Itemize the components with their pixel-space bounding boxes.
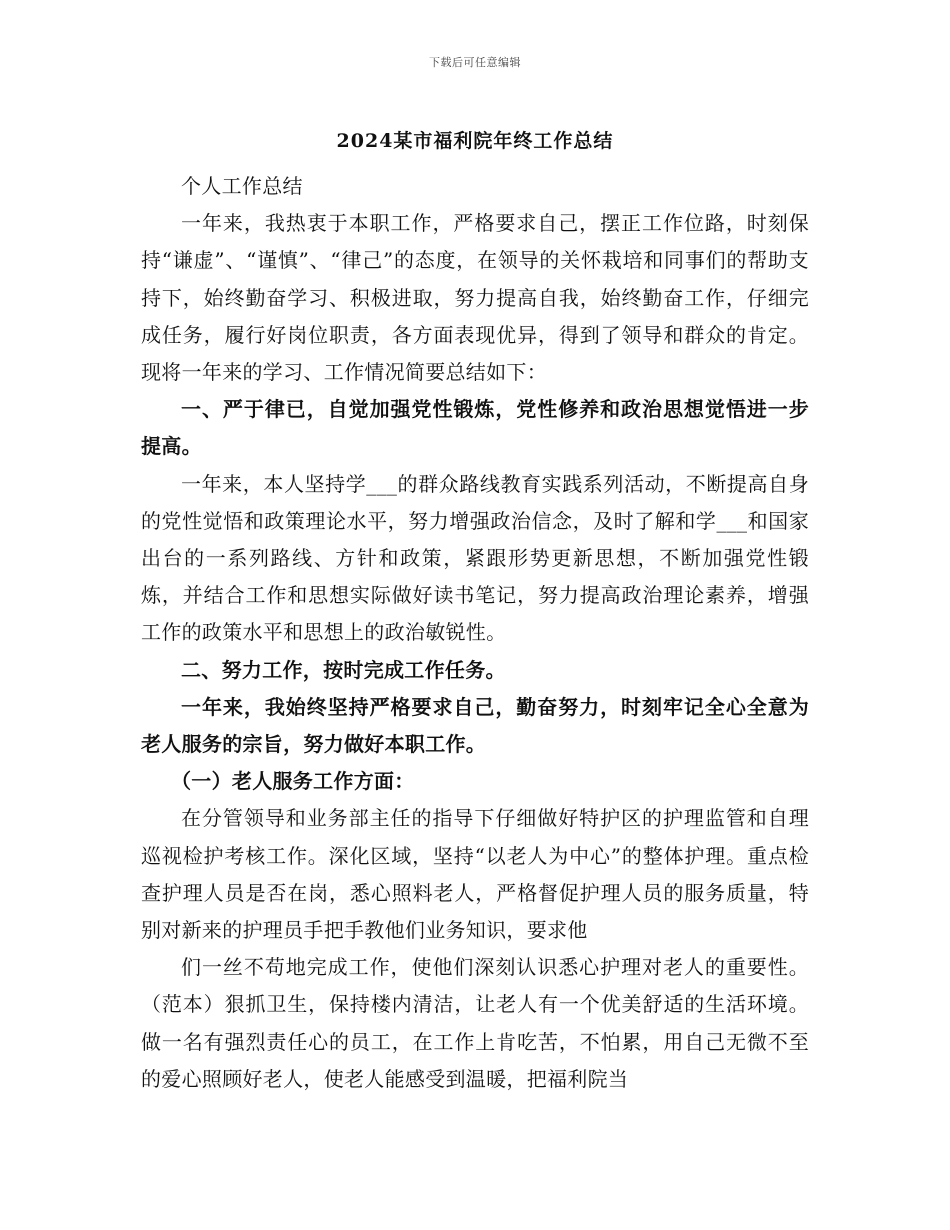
- page-header-note: 下载后可任意编辑: [429, 56, 521, 69]
- section-heading-1: 一、严于律已，自觉加强党性锻炼，党性修养和政治思想觉悟进一步提高。: [141, 397, 809, 459]
- subsection-heading-1: （一）老人服务工作方面：: [171, 769, 415, 794]
- paragraph-subtitle: 个人工作总结: [181, 174, 303, 198]
- paragraph-section-1: 一年来，本人坚持学___的群众路线教育实践系列活动，不断提高自身的党性觉悟和政策理论水平，努力增强政治信念，及时了解和学___和国家出台的一系列路线、方针和政策，紧跟形势更新思想，不断加强党性锻炼，并结合工作和思想实际做好读书笔记，努力提高政治理论素养，增强工作的政策水平和思想上的政治敏锐性。: [141, 471, 809, 645]
- paragraph-section-2-lead: 一年来，我始终坚持严格要求自己，勤奋努力，时刻牢记全心全意为老人服务的宗旨，努力做好本职工作。: [141, 694, 809, 757]
- paragraph-intro: 一年来，我热衷于本职工作，严格要求自己，摆正工作位路，时刻保持“谦虚”、“谨慎”、“律己”的态度，在领导的关怀栽培和同事们的帮助支持下，始终勤奋学习、积极进取，努力提高自我，始终勤奋工作，仔细完成任务，履行好岗位职责，各方面表现优异，得到了领导和群众的肯定。现将一年来的学习、工作情况简要总结如下：: [141, 211, 809, 385]
- document-title: 2024某市福利院年终工作总结: [336, 130, 614, 152]
- document-body: [141, 168, 809, 1098]
- section-heading-2: 二、努力工作，按时完成工作任务。: [181, 657, 506, 682]
- paragraph-elder-service-1: 在分管领导和业务部主任的指导下仔细做好特护区的护理监管和自理巡视检护考核工作。深化区域，坚持“以老人为中心”的整体护理。重点检查护理人员是否在岗，悉心照料老人，严格督促护理人员的服务质量，特别对新来的护理员手把手教他们业务知识，要求他: [141, 806, 809, 943]
- paragraph-elder-service-2: 们一丝不苟地完成工作，使他们深刻认识悉心护理对老人的重要性。（范本）狠抓卫生，保持楼内清洁，让老人有一个优美舒适的生活环境。做一名有强烈责任心的员工，在工作上肯吃苦，不怕累，用自己无微不至的爱心照顾好老人，使老人能感受到温暖，把福利院当: [141, 955, 809, 1091]
